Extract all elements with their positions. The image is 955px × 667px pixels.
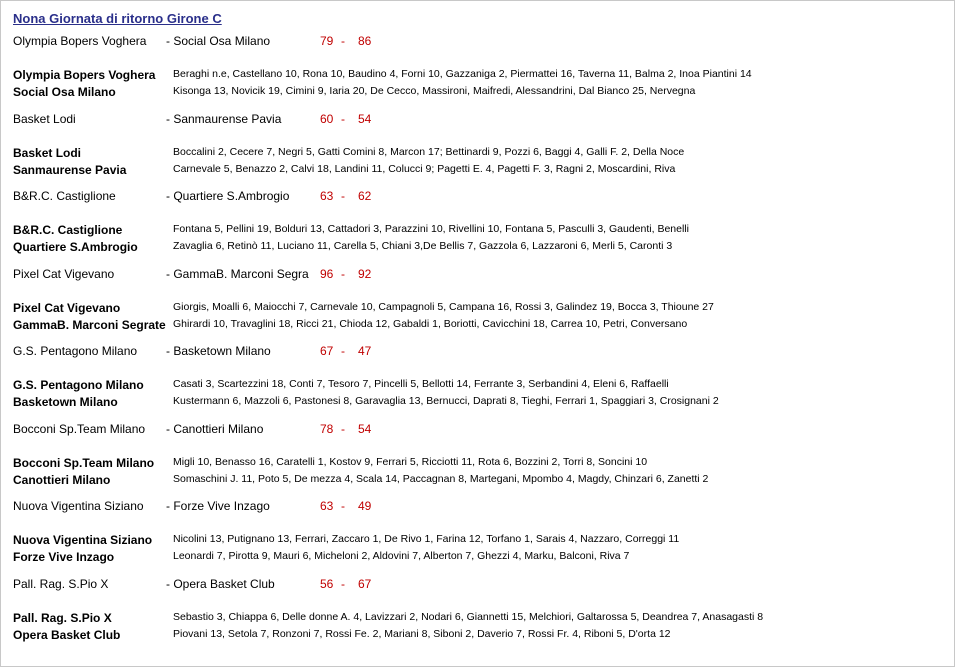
away-team-name: - Forze Vive Inzago xyxy=(166,499,270,513)
away-score: 49 xyxy=(358,499,372,513)
home-team-name: Pall. Rag. S.Pio X xyxy=(13,577,109,591)
away-score: 92 xyxy=(358,267,372,281)
scorers-list: Sebastio 3, Chiappa 6, Delle donne A. 4, Lavizzari 2, Nodari 6, Giannetti 15, Melchiori, Galtarossa 5, Deandrea 7, Anasagasti 8 xyxy=(173,611,764,623)
scorers-team-name: Nuova Vigentina Siziano xyxy=(13,533,153,547)
page-title: Nona Giornata di ritorno Girone C xyxy=(13,11,222,26)
scorers-list: Kustermann 6, Mazzoli 6, Pastonesi 8, Garavaglia 13, Bernucci, Daprati 8, Tieghi, Ferrari 1, Spaggiari 3, Crosignani 2 xyxy=(173,395,719,407)
home-team-name: Bocconi Sp.Team Milano xyxy=(13,422,146,436)
scorers-team-name: Canottieri Milano xyxy=(13,473,111,487)
scorers-list: Ghirardi 10, Travaglini 18, Ricci 21, Chioda 12, Gabaldi 1, Boriotti, Cavicchini 18, Carrea 10, Petri, Conversano xyxy=(173,318,688,330)
home-team-name: Pixel Cat Vigevano xyxy=(13,267,115,281)
away-team-name: - Canottieri Milano xyxy=(166,422,264,436)
home-team-name: Olympia Bopers Voghera xyxy=(13,34,147,48)
home-score: 60 xyxy=(320,112,334,126)
scorers-list: Fontana 5, Pellini 19, Bolduri 13, Cattadori 3, Parazzini 10, Rivellini 10, Fontana 5, Pasculli 3, Gaudenti, Benelli xyxy=(173,223,689,235)
score-separator: - xyxy=(341,267,345,281)
away-team-name: - Quartiere S.Ambrogio xyxy=(166,189,290,203)
scorers-list: Giorgis, Moalli 6, Maiocchi 7, Carnevale 10, Campagnoli 5, Campana 16, Rossi 3, Galindez 19, Bocca 3, Thioune 27 xyxy=(173,301,714,313)
away-team-name: - Sanmaurense Pavia xyxy=(166,112,282,126)
score-separator: - xyxy=(341,189,345,203)
scorers-team-name: Basketown Milano xyxy=(13,395,118,409)
scorers-list: Boccalini 2, Cecere 7, Negri 5, Gatti Comini 8, Marcon 17; Bettinardi 9, Pozzi 6, Baggi 4, Galli F. 2, Della Noce xyxy=(173,146,685,158)
scorers-list: Piovani 13, Setola 7, Ronzoni 7, Rossi Fe. 2, Mariani 8, Siboni 2, Daverio 7, Rossi Fr. 4, Riboni 5, D'orta 12 xyxy=(173,628,671,640)
home-score: 67 xyxy=(320,344,334,358)
scorers-team-name: Olympia Bopers Voghera xyxy=(13,68,156,82)
away-score: 62 xyxy=(358,189,372,203)
scorers-list: Kisonga 13, Novicik 19, Cimini 9, Iaria 20, De Cecco, Massironi, Maifredi, Alessandrini, Dal Bianco 25, Nervegna xyxy=(173,85,696,97)
scorers-team-name: GammaB. Marconi Segrate xyxy=(13,318,166,332)
home-score: 63 xyxy=(320,189,334,203)
scorers-team-name: Bocconi Sp.Team Milano xyxy=(13,456,155,470)
away-team-name: - Social Osa Milano xyxy=(166,34,271,48)
scorers-list: Beraghi n.e, Castellano 10, Rona 10, Baudino 4, Forni 10, Gazzaniga 2, Piermattei 16, Taverna 11, Balma 2, Inoa Piantini 14 xyxy=(173,68,752,80)
home-score: 56 xyxy=(320,577,334,591)
scorers-team-name: Quartiere S.Ambrogio xyxy=(13,240,138,254)
score-separator: - xyxy=(341,499,345,513)
scorers-list: Carnevale 5, Benazzo 2, Calvi 18, Landini 11, Colucci 9; Pagetti E. 4, Pagetti F. 3, Ragni 2, Moscardini, Riva xyxy=(173,163,676,175)
scorers-list: Migli 10, Benasso 16, Caratelli 1, Kostov 9, Ferrari 5, Ricciotti 11, Rota 6, Bozzini 2, Torri 8, Soncini 10 xyxy=(173,456,648,468)
home-score: 79 xyxy=(320,34,334,48)
scorers-team-name: Forze Vive Inzago xyxy=(13,550,115,564)
scorers-list: Nicolini 13, Putignano 13, Ferrari, Zaccaro 1, De Rivo 1, Farina 12, Torfano 1, Sarais 4, Nazzaro, Correggi 11 xyxy=(173,533,680,545)
scorers-team-name: Sanmaurense Pavia xyxy=(13,163,127,177)
score-separator: - xyxy=(341,577,345,591)
scorers-list: Zavaglia 6, Retinò 11, Luciano 11, Carella 5, Chiani 3,De Bellis 7, Gazzola 6, Lazzaroni 6, Merli 5, Caronti 3 xyxy=(173,240,673,252)
home-team-name: G.S. Pentagono Milano xyxy=(13,344,138,358)
scorers-team-name: Pall. Rag. S.Pio X xyxy=(13,611,112,625)
home-team-name: B&R.C. Castiglione xyxy=(13,189,116,203)
away-score: 54 xyxy=(358,112,372,126)
scorers-team-name: Basket Lodi xyxy=(13,146,82,160)
score-separator: - xyxy=(341,34,345,48)
scorers-team-name: B&R.C. Castiglione xyxy=(13,223,123,237)
home-score: 96 xyxy=(320,267,334,281)
scorers-team-name: Social Osa Milano xyxy=(13,85,116,99)
away-score: 86 xyxy=(358,34,372,48)
scorers-list: Leonardi 7, Pirotta 9, Mauri 6, Micheloni 2, Aldovini 7, Alberton 7, Ghezzi 4, Marku, Balconi, Riva 7 xyxy=(173,550,630,562)
score-separator: - xyxy=(341,112,345,126)
home-team-name: Nuova Vigentina Siziano xyxy=(13,499,144,513)
scorers-list: Casati 3, Scartezzini 18, Conti 7, Tesoro 7, Pincelli 5, Bellotti 14, Ferrante 3, Serbandini 4, Eleni 6, Raffaelli xyxy=(173,378,669,390)
away-team-name: - Basketown Milano xyxy=(166,344,271,358)
away-team-name: - Opera Basket Club xyxy=(166,577,275,591)
away-score: 67 xyxy=(358,577,372,591)
score-separator: - xyxy=(341,344,345,358)
scorers-list: Somaschini J. 11, Poto 5, De mezza 4, Scala 14, Paccagnan 8, Martegani, Mpombo 4, Magdy, Chinzari 6, Zanetti 2 xyxy=(173,473,709,485)
scorers-team-name: Opera Basket Club xyxy=(13,628,121,642)
away-team-name: - GammaB. Marconi Segra xyxy=(166,267,309,281)
away-score: 54 xyxy=(358,422,372,436)
home-score: 78 xyxy=(320,422,334,436)
home-team-name: Basket Lodi xyxy=(13,112,76,126)
away-score: 47 xyxy=(358,344,372,358)
scorers-team-name: G.S. Pentagono Milano xyxy=(13,378,144,392)
score-separator: - xyxy=(341,422,345,436)
home-score: 63 xyxy=(320,499,334,513)
scorers-team-name: Pixel Cat Vigevano xyxy=(13,301,121,315)
